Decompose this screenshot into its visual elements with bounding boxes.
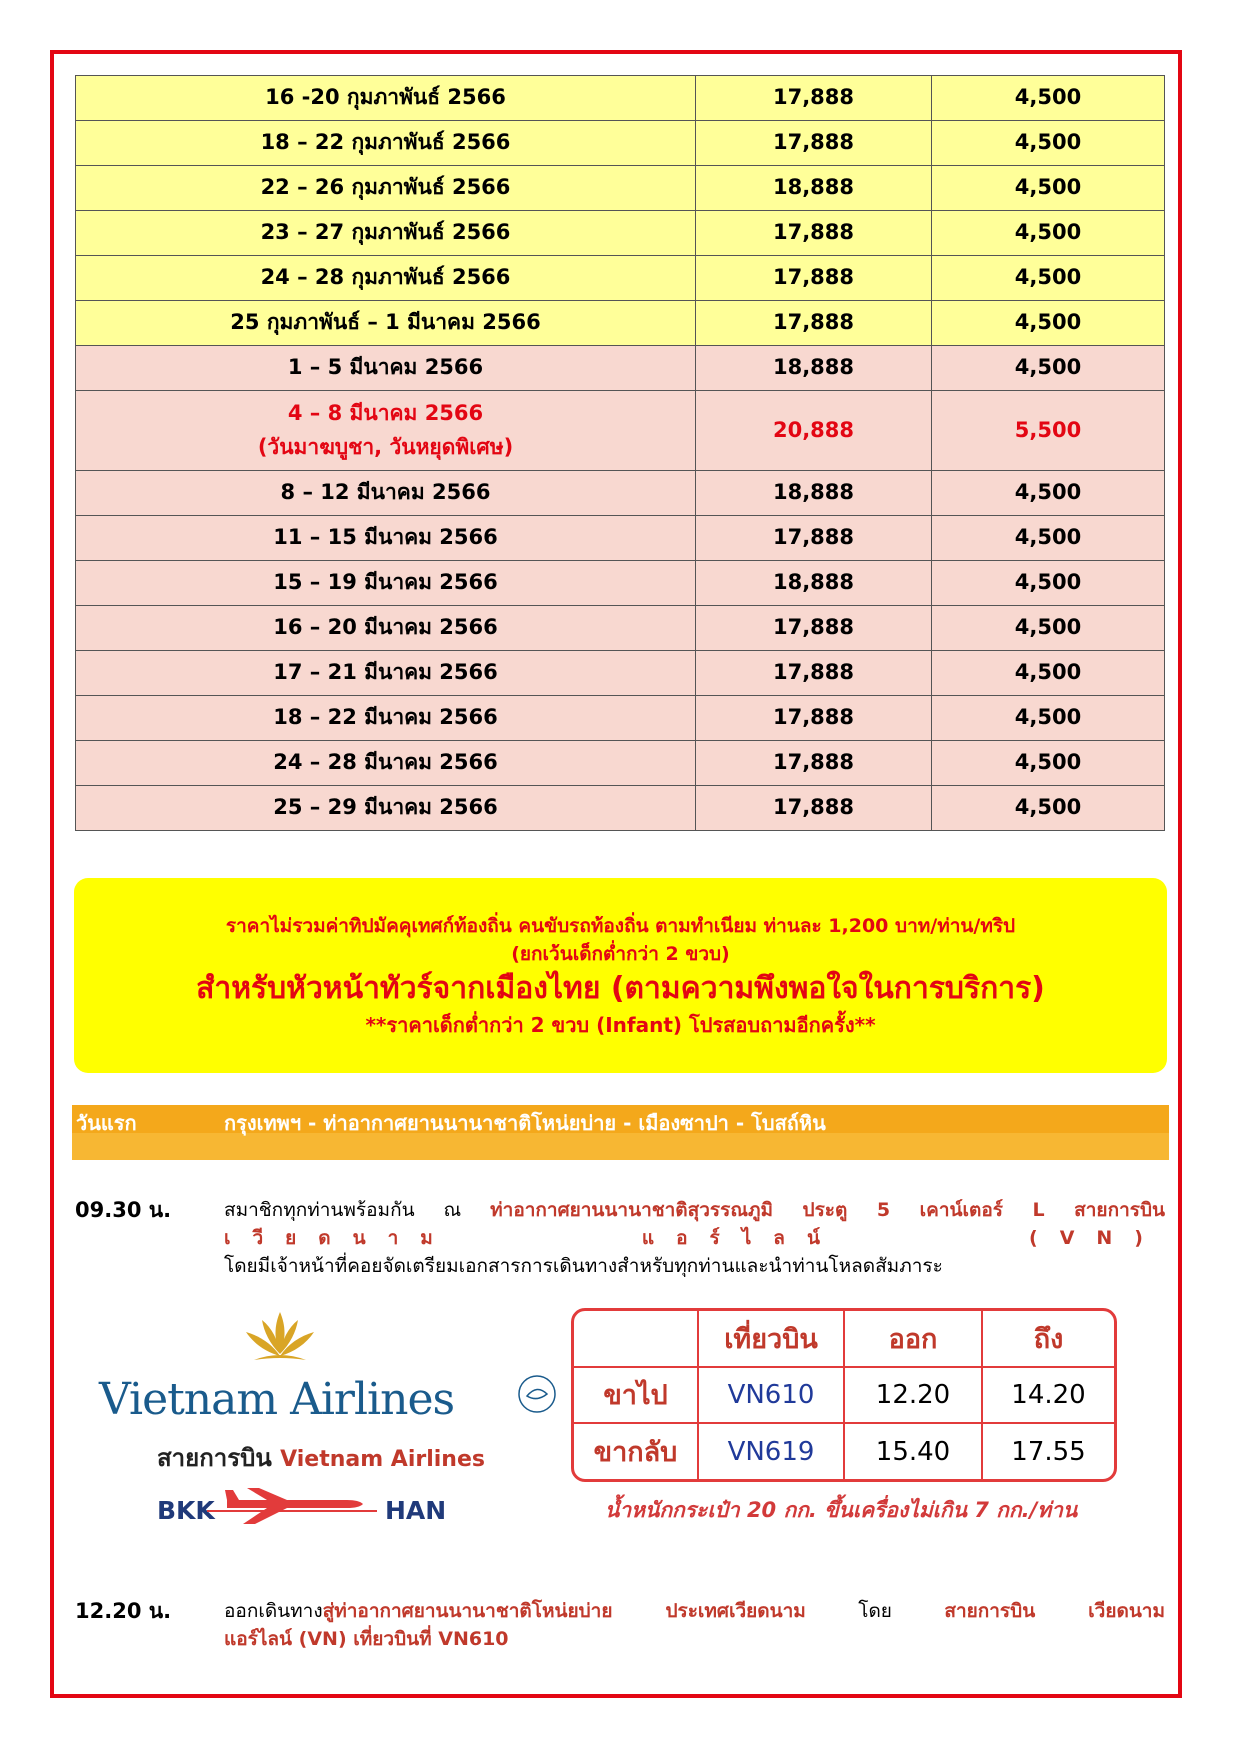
schedule-text xyxy=(224,1196,1165,1280)
adult-price: 17,888 xyxy=(696,516,932,561)
single-supplement: 4,500 xyxy=(932,561,1165,606)
airline-subtitle-en: Vietnam Airlines xyxy=(280,1447,485,1472)
travel-date-text: 16 – 20 มีนาคม 2566 xyxy=(273,615,498,640)
flight-number: VN619 xyxy=(698,1423,844,1479)
adult-price: 17,888 xyxy=(696,256,932,301)
single-supplement: 4,500 xyxy=(932,346,1165,391)
flight-leg-outbound: ขาไป xyxy=(574,1367,698,1424)
airline-brand: Vietnam Airlines xyxy=(99,1374,455,1425)
adult-price: 17,888 xyxy=(696,301,932,346)
flight-header-blank xyxy=(574,1311,698,1367)
adult-price: 17,888 xyxy=(696,651,932,696)
day-header xyxy=(72,1105,1169,1160)
adult-price: 17,888 xyxy=(696,121,932,166)
travel-date xyxy=(76,346,696,391)
travel-date xyxy=(76,76,696,121)
price-row xyxy=(76,346,1165,391)
travel-date xyxy=(76,561,696,606)
notice-infant-exception: (ยกเว้นเด็กต่ำกว่า 2 ขวบ) xyxy=(511,943,730,965)
single-supplement: 4,500 xyxy=(932,606,1165,651)
day-label: วันแรก xyxy=(76,1111,137,1135)
single-supplement: 4,500 xyxy=(932,166,1165,211)
skyteam-badge-icon xyxy=(515,1372,559,1416)
single-supplement: 4,500 xyxy=(932,301,1165,346)
price-row xyxy=(76,121,1165,166)
flight-depart-time: 15.40 xyxy=(844,1423,982,1479)
flight-leg-return: ขากลับ xyxy=(574,1423,698,1479)
adult-price: 18,888 xyxy=(696,346,932,391)
travel-date xyxy=(76,651,696,696)
airline-subtitle-thai: สายการบิน xyxy=(157,1444,272,1472)
adult-price: 20,888 xyxy=(696,391,932,471)
price-row xyxy=(76,651,1165,696)
airline-subtitle xyxy=(157,1438,485,1477)
travel-date xyxy=(76,301,696,346)
adult-price: 18,888 xyxy=(696,166,932,211)
flight-number: VN610 xyxy=(698,1367,844,1424)
travel-date-text: 18 – 22 กุมภาพันธ์ 2566 xyxy=(260,130,511,155)
flight-header-flight: เที่ยวบิน xyxy=(698,1311,844,1367)
single-supplement: 4,500 xyxy=(932,211,1165,256)
price-table xyxy=(75,75,1165,831)
schedule-time: 12.20 น. xyxy=(75,1599,172,1623)
travel-date-text: 11 – 15 มีนาคม 2566 xyxy=(273,525,498,550)
travel-date xyxy=(76,741,696,786)
adult-price: 17,888 xyxy=(696,741,932,786)
travel-date-text: 24 – 28 มีนาคม 2566 xyxy=(273,750,498,775)
airport-name: ท่าอากาศยานนานาชาติสุวรรณภูมิ ประตู 5 เคาน์เตอร์ L สายการบิน xyxy=(490,1199,1165,1221)
flight-header-arrive: ถึง xyxy=(982,1311,1114,1367)
single-supplement: 4,500 xyxy=(932,471,1165,516)
price-row xyxy=(76,471,1165,516)
travel-date-text: 24 – 28 กุมภาพันธ์ 2566 xyxy=(260,265,511,290)
flight-arrive-time: 14.20 xyxy=(982,1367,1114,1424)
price-notice-box xyxy=(74,878,1167,1073)
price-row xyxy=(76,391,1165,471)
day-route: กรุงเทพฯ - ท่าอากาศยานนานาชาติโหน่ยบ่าย - เมืองซาปา - โบสถ์หิน xyxy=(224,1111,826,1135)
schedule-text-part: โดย xyxy=(805,1600,945,1622)
price-row xyxy=(76,516,1165,561)
holiday-note: (วันมาฆบูชา, วันหยุดพิเศษ) xyxy=(257,434,514,459)
travel-date xyxy=(76,696,696,741)
price-row xyxy=(76,76,1165,121)
single-supplement: 4,500 xyxy=(932,121,1165,166)
price-row xyxy=(76,256,1165,301)
schedule-text-part: โดยมีเจ้าหน้าที่คอยจัดเตรียมเอกสารการเดินทางสำหรับทุกท่านและนำท่านโหลดสัมภาระ xyxy=(224,1255,943,1277)
single-supplement: 4,500 xyxy=(932,76,1165,121)
adult-price: 18,888 xyxy=(696,471,932,516)
single-supplement: 4,500 xyxy=(932,786,1165,831)
price-row xyxy=(76,211,1165,256)
single-supplement: 4,500 xyxy=(932,651,1165,696)
travel-date-text: 15 – 19 มีนาคม 2566 xyxy=(273,570,498,595)
travel-date-text: 25 กุมภาพันธ์ – 1 มีนาคม 2566 xyxy=(230,310,541,335)
single-supplement: 4,500 xyxy=(932,696,1165,741)
travel-date-text: 1 – 5 มีนาคม 2566 xyxy=(287,355,484,380)
price-row xyxy=(76,561,1165,606)
travel-date xyxy=(76,516,696,561)
schedule-text xyxy=(224,1597,1165,1653)
single-supplement: 5,500 xyxy=(932,391,1165,471)
travel-date xyxy=(76,121,696,166)
price-row xyxy=(76,606,1165,651)
single-supplement: 4,500 xyxy=(932,516,1165,561)
adult-price: 18,888 xyxy=(696,561,932,606)
schedule-text-part: สมาชิกทุกท่านพร้อมกัน ณ xyxy=(224,1199,491,1221)
adult-price: 17,888 xyxy=(696,786,932,831)
travel-date-text: 22 – 26 กุมภาพันธ์ 2566 xyxy=(260,175,511,200)
flight-info: แอร์ไลน์ (VN) เที่ยวบินที่ VN610 xyxy=(224,1628,509,1650)
adult-price: 17,888 xyxy=(696,76,932,121)
flight-header-depart: ออก xyxy=(844,1311,982,1367)
single-supplement: 4,500 xyxy=(932,256,1165,301)
travel-date xyxy=(76,256,696,301)
travel-date xyxy=(76,606,696,651)
travel-date-text: 8 – 12 มีนาคม 2566 xyxy=(280,480,491,505)
price-row xyxy=(76,786,1165,831)
notice-tip-line: ราคาไม่รวมค่าทิปมัคคุเทศก์ท้องถิ่น คนขับรถท้องถิ่น ตามทำเนียม ท่านละ 1,200 บาท/ท่าน/ทริป xyxy=(225,915,1016,937)
notice-tour-leader: สำหรับหัวหน้าทัวร์จากเมืองไทย (ตามความพึงพอใจในการบริการ) xyxy=(196,971,1045,1006)
travel-date-text: 4 – 8 มีนาคม 2566 xyxy=(287,401,484,426)
flight-schedule-table xyxy=(571,1308,1117,1482)
travel-date-text: 18 – 22 มีนาคม 2566 xyxy=(273,705,498,730)
travel-date xyxy=(76,471,696,516)
travel-date-text: 16 -20 กุมภาพันธ์ 2566 xyxy=(265,85,506,110)
travel-date xyxy=(76,786,696,831)
travel-date xyxy=(76,211,696,256)
airline-name: เวียดนาม แอร์ไลน์ (VN) xyxy=(224,1227,1165,1249)
price-row xyxy=(76,301,1165,346)
destination-code: HAN xyxy=(385,1496,447,1525)
travel-date-text: 25 – 29 มีนาคม 2566 xyxy=(273,795,498,820)
airline-name: สายการบิน เวียดนาม xyxy=(944,1600,1165,1622)
adult-price: 17,888 xyxy=(696,606,932,651)
flight-arrive-time: 17.55 xyxy=(982,1423,1114,1479)
single-supplement: 4,500 xyxy=(932,741,1165,786)
airplane-icon xyxy=(207,1478,377,1528)
travel-date-text: 23 – 27 กุมภาพันธ์ 2566 xyxy=(260,220,511,245)
price-row xyxy=(76,166,1165,211)
airline-logo xyxy=(95,1310,555,1570)
adult-price: 17,888 xyxy=(696,696,932,741)
flight-depart-time: 12.20 xyxy=(844,1367,982,1424)
origin-code: BKK xyxy=(157,1496,215,1525)
travel-date xyxy=(76,391,696,471)
travel-date xyxy=(76,166,696,211)
schedule-time: 09.30 น. xyxy=(75,1198,172,1222)
adult-price: 17,888 xyxy=(696,211,932,256)
travel-date-text: 17 – 21 มีนาคม 2566 xyxy=(273,660,498,685)
price-row xyxy=(76,741,1165,786)
lotus-logo-icon xyxy=(240,1310,320,1370)
baggage-note: น้ำหนักกระเป๋า 20 กก. ขึ้นเครื่องไม่เกิน 7 กก./ท่าน xyxy=(605,1498,1078,1522)
schedule-text-part: ออกเดินทาง xyxy=(224,1600,323,1622)
destination-airport: สู่ท่าอากาศยานนานาชาติโหน่ยบ่าย ประเทศเวียดนาม xyxy=(322,1600,806,1622)
notice-infant-price: **ราคาเด็กต่ำกว่า 2 ขวบ (Infant) โปรสอบถามอีกครั้ง** xyxy=(365,1013,876,1037)
price-row xyxy=(76,696,1165,741)
